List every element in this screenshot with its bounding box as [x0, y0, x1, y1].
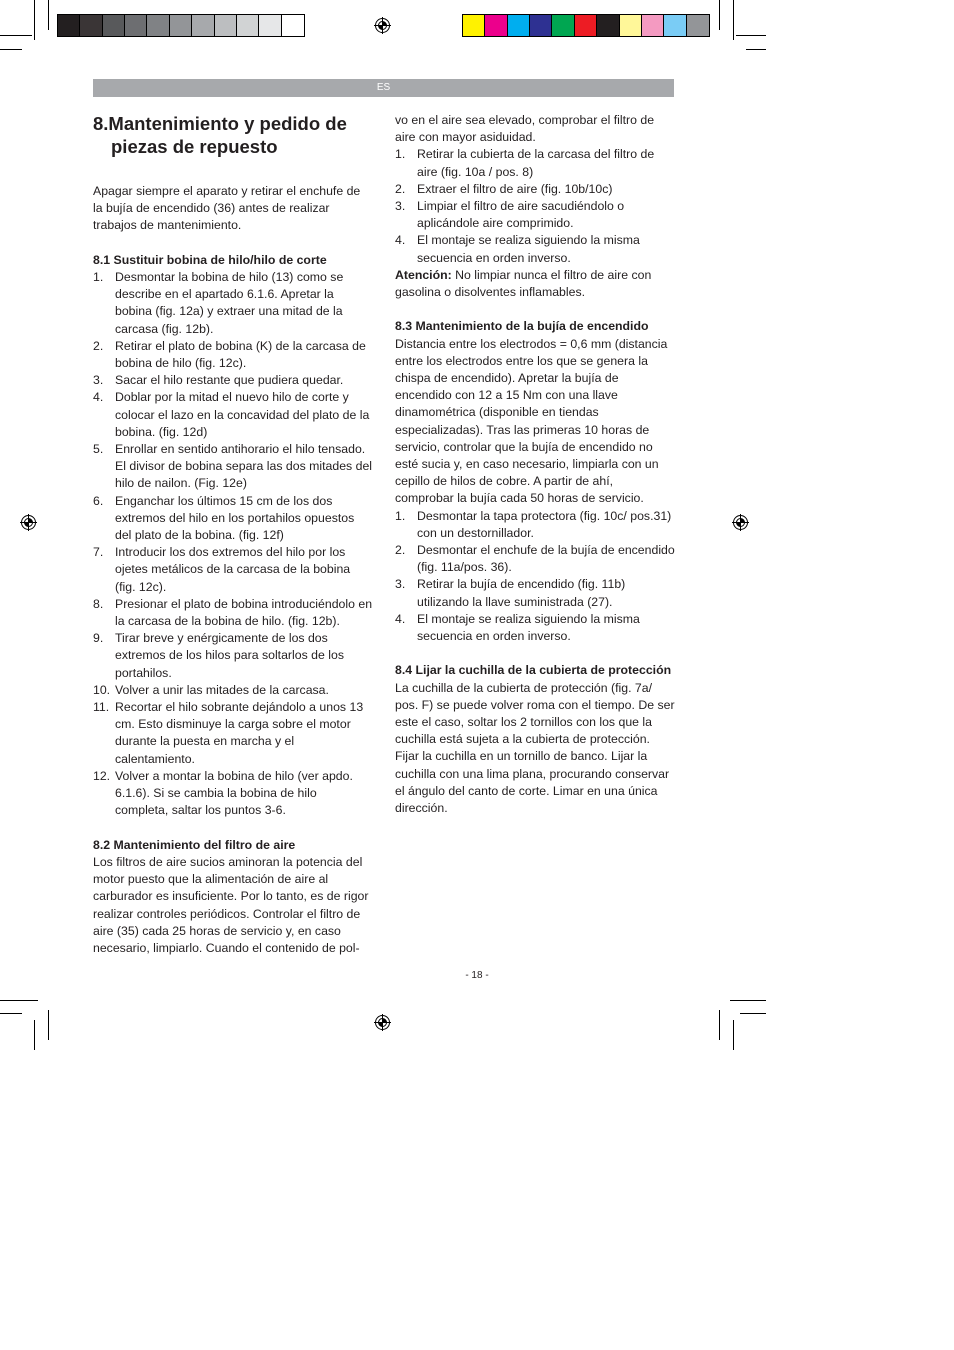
subsection-title-8-3: 8.3 Mantenimiento de la bujía de encendido: [395, 319, 649, 334]
list-item-number: 1.: [395, 508, 406, 523]
list-item-text: Desmontar la tapa protectora (fig. 10c/ pos.31) con un destornillador.: [417, 508, 672, 540]
color-swatch: [485, 15, 507, 36]
list-item-number: 6.: [93, 493, 104, 508]
crop-mark: [34, 1020, 35, 1050]
color-swatch: [125, 15, 147, 36]
paragraph-8-2-part1: Los filtros de aire sucios aminoran la potencia del motor puesto que la alimentación de aire al carburador es insuficiente. Por lo tanto, es de rigor realizar controles periódicos. Controlar el filtro de aire (35) cada 25 horas de servicio y, en caso necesario, limpiarlo. Cuando el contenido de pol-: [93, 854, 369, 955]
color-swatch: [642, 15, 664, 36]
section-title: [93, 112, 373, 158]
list-item-text: Doblar por la mitad el nuevo hilo de corte y colocar el lazo en la concavidad del plato de la bobina. (fig. 12d): [115, 390, 370, 439]
list-item: [395, 508, 675, 542]
grayscale-color-bar: [57, 14, 305, 37]
list-item: [93, 596, 373, 630]
list-item-text: Introducir los dos extremos del hilo por los ojetes metálicos de la carcasa de la bobina (fig. 12c).: [115, 545, 351, 594]
language-header-band: [93, 79, 674, 97]
language-code: ES: [376, 82, 391, 93]
registration-mark-icon: [374, 17, 391, 34]
list-item: [93, 338, 373, 372]
warning-paragraph: [395, 267, 675, 301]
page-number: - 18 -: [465, 970, 489, 981]
list-item-text: Presionar el plato de bobina introduciéndolo en la carcasa de la bobina de hilo. (fig. 12b).: [115, 596, 373, 629]
list-item-text: Volver a montar la bobina de hilo (ver apdo. 6.1.6). Si se cambia la bobina de hilo completa, saltar los puntos 3-6.: [115, 768, 353, 818]
color-swatch: [508, 15, 530, 36]
list-item-number: 7.: [93, 545, 104, 560]
color-swatch: [192, 15, 214, 36]
list-item: [395, 146, 675, 180]
crop-mark: [719, 0, 720, 30]
crop-mark: [746, 49, 766, 50]
list-item-number: 4.: [395, 611, 406, 626]
crop-mark: [48, 1010, 49, 1040]
list-item-text: El montaje se realiza siguiendo la misma secuencia en orden inverso.: [417, 233, 640, 265]
list-item-text: Retirar la cubierta de la carcasa del filtro de aire (fig. 10a / pos. 8): [417, 147, 655, 179]
color-swatch: [552, 15, 574, 36]
crop-mark: [0, 49, 22, 50]
warning-text: No limpiar nunca el filtro de aire con gasolina o disolventes inflamables.: [395, 267, 652, 300]
list-item-number: 2.: [395, 543, 406, 558]
color-swatch: [237, 15, 259, 36]
color-swatch: [170, 15, 192, 36]
list-item-number: 12.: [93, 768, 111, 783]
crop-mark: [733, 1020, 734, 1050]
right-column: [395, 112, 675, 817]
color-swatch: [282, 15, 304, 36]
list-item-number: 4.: [395, 233, 406, 248]
color-swatch: [687, 15, 709, 36]
list-item-number: 3.: [395, 577, 406, 592]
subsection-title-8-1: 8.1 Sustituir bobina de hilo/hilo de corte: [93, 252, 327, 267]
subsection-title-8-4: 8.4 Lijar la cuchilla de la cubierta de protección: [395, 663, 672, 678]
list-item-text: Enrollar en sentido antihorario el hilo tensado. El divisor de bobina separa las dos mitades del hilo de nailon. (Fig. 12e): [115, 442, 373, 491]
crop-mark: [733, 0, 734, 40]
list-item-text: Extraer el filtro de aire (fig. 10b/10c): [417, 181, 613, 196]
list-item-text: Limpiar el filtro de aire sacudiéndolo o aplicándole aire comprimido.: [417, 199, 625, 231]
list-item-text: Retirar el plato de bobina (K) de la carcasa de bobina de hilo (fig. 12c).: [115, 338, 366, 371]
crop-mark: [740, 1013, 766, 1014]
color-swatch: [575, 15, 597, 36]
list-item: [93, 699, 373, 768]
subsection-title-8-2: 8.2 Mantenimiento del filtro de aire: [93, 837, 296, 852]
list-item-number: 9.: [93, 631, 104, 646]
list-item: [93, 544, 373, 596]
left-column: [93, 112, 373, 957]
list-item-number: 3.: [395, 199, 406, 214]
list-item-text: El montaje se realiza siguiendo la misma secuencia en orden inverso.: [417, 611, 640, 644]
color-swatch: [147, 15, 169, 36]
crop-mark: [719, 1010, 720, 1040]
list-item: [395, 611, 675, 645]
list-item: [93, 630, 373, 682]
crop-mark: [48, 0, 49, 30]
color-swatch: [664, 15, 686, 36]
color-swatch: [463, 15, 485, 36]
paragraph-8-3: Distancia entre los electrodos = 0,6 mm (distancia entre los electrodos entre los que se genera la chispa de encendido). Apretar la bujía de encendido con 12 a 15 Nm con una llave dinamométrica (disponible en tiendas especializadas). Tras las primeras 10 horas de servicio, controlar que la bujía de encendido no esté sucia y, en caso necesario, limpiarla con un cepillo de hilos de cobre. A partir de ahí, comprobar la bujía cada 50 horas de servicio.: [395, 336, 668, 506]
color-swatch: [620, 15, 642, 36]
list-item: [93, 493, 373, 545]
warning-label: Atención:: [395, 267, 452, 282]
list-item-text: Sacar el hilo restante que pudiera quedar.: [115, 373, 344, 388]
list-8-2: [395, 146, 675, 266]
list-item-number: 2.: [93, 338, 104, 353]
list-item-number: 1.: [93, 270, 104, 284]
crop-mark: [0, 1013, 22, 1014]
list-item: [395, 198, 675, 232]
list-item-number: 11.: [93, 700, 110, 715]
list-item-text: Enganchar los últimos 15 cm de los dos extremos del hilo en los portahilos opuestos del plato de la bobina. (fig. 12f): [115, 493, 355, 543]
list-item-number: 3.: [93, 373, 104, 388]
crop-mark: [34, 0, 35, 40]
section-title-line: 8.Mantenimiento y pedido de: [93, 113, 347, 134]
list-item-text: Desmontar el enchufe de la bujía de encendido (fig. 11a/pos. 36).: [417, 543, 675, 575]
color-swatch: [103, 15, 125, 36]
crop-mark: [736, 35, 766, 36]
list-8-3: [395, 508, 675, 646]
crop-mark: [0, 35, 32, 36]
crop-mark: [730, 1000, 766, 1001]
list-item: [93, 372, 373, 389]
section-title-line: piezas de repuesto: [111, 136, 278, 157]
paragraph-8-4: La cuchilla de la cubierta de protección (fig. 7a/ pos. F) se puede volver roma con el tiempo. De ser este el caso, soltar los 2 tornillos con los que la cuchilla está sujeta a la cubierta de protección. Fijar la cuchilla en un tornillo de banco. Lijar la cuchilla con una lima plana, procurando conservar el ángulo del canto de corte. Limar en una única dirección.: [395, 680, 675, 816]
list-item: [93, 682, 373, 699]
list-item: [395, 576, 675, 610]
list-item-number: 2.: [395, 181, 406, 196]
list-item-number: 8.: [93, 596, 104, 611]
list-8-1: [93, 269, 373, 820]
color-swatch: [58, 15, 80, 36]
list-item: [395, 232, 675, 266]
registration-mark-icon: [732, 514, 749, 531]
list-item-text: Volver a unir las mitades de la carcasa.: [115, 682, 329, 697]
list-item-text: Desmontar la bobina de hilo (13) como se describe en el apartado 6.1.6. Apretar la bobina (fig. 12a) y extraer una mitad de la carcasa (fig. 12b).: [115, 270, 344, 336]
list-item: [93, 441, 373, 493]
process-color-bar: [462, 14, 710, 37]
intro-paragraph: Apagar siempre el aparato y retirar el enchufe de la bujía de encendido (36) antes de realizar trabajos de mantenimiento.: [93, 184, 361, 233]
paragraph-8-2-part2: vo en el aire sea elevado, comprobar el filtro de aire con mayor asiduidad.: [395, 113, 655, 145]
list-item-text: Tirar breve y enérgicamente de los dos extremos de los hilos para soltarlos de los portahilos.: [115, 631, 344, 680]
color-swatch: [215, 15, 237, 36]
color-swatch: [259, 15, 281, 36]
crop-mark: [0, 1000, 38, 1001]
list-item: [93, 389, 373, 441]
color-swatch: [80, 15, 102, 36]
list-item: [93, 269, 373, 338]
list-item-text: Retirar la bujía de encendido (fig. 11b) utilizando la llave suministrada (27).: [417, 577, 626, 609]
list-item: [395, 181, 675, 198]
list-item-number: 10.: [93, 682, 111, 697]
registration-mark-icon: [374, 1014, 391, 1031]
color-swatch: [530, 15, 552, 36]
list-item-number: 5.: [93, 442, 104, 457]
list-item: [93, 768, 373, 820]
registration-mark-icon: [20, 514, 37, 531]
list-item-number: 4.: [93, 390, 104, 405]
list-item: [395, 542, 675, 576]
list-item-text: Recortar el hilo sobrante dejándolo a unos 13 cm. Esto disminuye la carga sobre el motor durante la puesta en marcha y el calentamiento.: [115, 700, 364, 766]
color-swatch: [597, 15, 619, 36]
list-item-number: 1.: [395, 147, 406, 162]
